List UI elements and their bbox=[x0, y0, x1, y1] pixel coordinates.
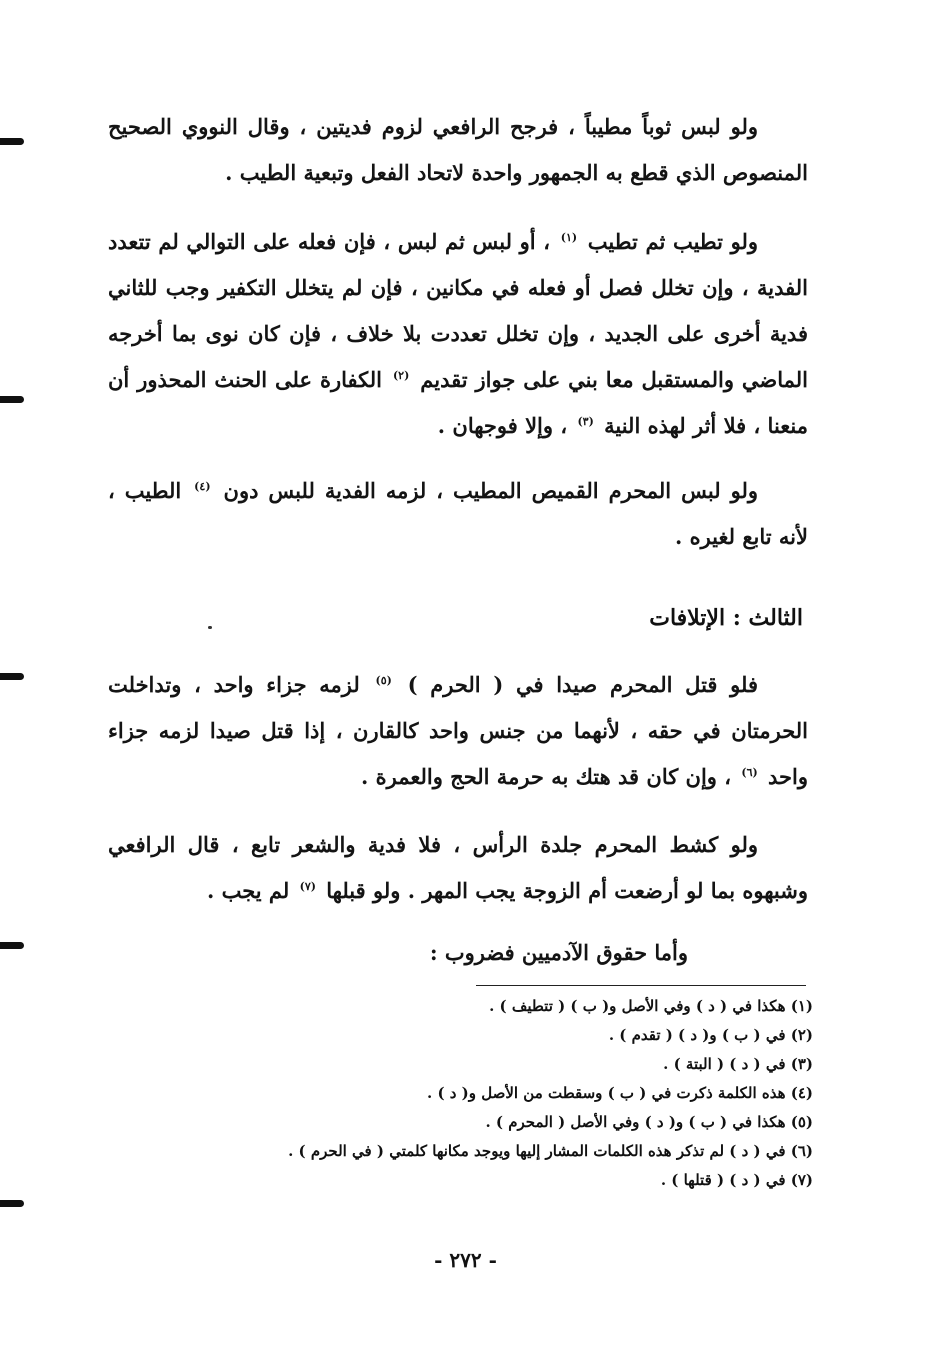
paragraph-2-text-b: ، أو لبس ثم لبس ، فإن فعله على التوالي لم تتعدد الفدية ، وإن تخلل فصل أو فعله في مكانين ، فإن لم يتخلل التكفير وجب للثاني فدية أخرى على الجديد ، وإن تخلل تعددت بلا خلاف ، فإن كان نوى بما أخرجه الماضي والمستقبل معا بني على جواز تقديم bbox=[108, 229, 809, 392]
paragraph-4 bbox=[108, 662, 808, 800]
paragraph-1 bbox=[108, 104, 808, 196]
footnote-item: (١) هكذا في ( د ) وفي الأصل و( ب ) ( تتطيف ) . bbox=[489, 997, 813, 1015]
paragraph-3-text-a: ولو لبس المحرم القميص المطيب ، لزمه الفدية للبس دون bbox=[223, 478, 758, 503]
scan-edge-mark bbox=[0, 942, 24, 949]
scan-edge-mark bbox=[0, 673, 24, 680]
footnote-ref-1: (١) bbox=[560, 231, 578, 244]
footnote-item: (٥) هكذا في ( ب ) و( د ) وفي الأصل ( المحرم ) . bbox=[485, 1113, 813, 1131]
paragraph-4-text-c: ، وإن كان قد هتك به حرمة الحج والعمرة . bbox=[360, 764, 732, 789]
paragraph-3 bbox=[108, 468, 808, 560]
paragraph-5-text-a: ولو كشط المحرم جلدة الرأس ، فلا فدية والشعر تابع ، قال الرافعي وشبهوه بما لو أرضعت أم الزوجة يجب المهر . ولو قبلها bbox=[108, 832, 808, 903]
footnote-ref-5: (٥) bbox=[375, 674, 392, 687]
paragraph-2-text-c: الكفارة على الحنث المحذور أن منعنا ، فلا أثر لهذه النية bbox=[108, 367, 808, 438]
paragraph-6-text: وأما حقوق الآدميين فضروب : bbox=[429, 940, 688, 965]
scan-edge-mark bbox=[0, 396, 24, 403]
footnote-item: (٣) في ( د ) ( البتة ) . bbox=[663, 1055, 813, 1073]
footnote-divider bbox=[476, 985, 806, 986]
footnote-ref-4: (٤) bbox=[194, 480, 211, 493]
section-heading: الثالث : الإتلافات bbox=[649, 605, 803, 631]
footnote-ref-7: (٧) bbox=[299, 880, 316, 893]
paragraph-5 bbox=[108, 822, 808, 914]
footnote-ref-2: (٢) bbox=[392, 369, 410, 382]
footnotes-list bbox=[213, 992, 813, 1195]
footnote-item: (٧) في ( د ) ( قتلها ) . bbox=[660, 1171, 813, 1189]
scan-edge-mark bbox=[0, 1200, 24, 1207]
scan-speck bbox=[208, 626, 212, 629]
paragraph-4-text-a: فلو قتل المحرم صيدا في ( الحرم ) bbox=[407, 672, 759, 697]
footnote-item: (٦) في ( د ) لم تذكر هذه الكلمات المشار إليها ويوجد مكانها كلمتي ( في الحرم ) . bbox=[288, 1142, 813, 1160]
paragraph-5-text-b: لم يجب . bbox=[206, 878, 290, 903]
footnote-item: (٢) في ( ب ) و( د ) ( تقدم ) . bbox=[608, 1026, 813, 1044]
footnote-ref-3: (٣) bbox=[577, 415, 594, 428]
paragraph-2-text-a: ولو تطيب ثم تطيب bbox=[587, 229, 759, 254]
paragraph-1-text: ولو لبس ثوباً مطيباً ، فرجح الرافعي لزوم فديتين ، وقال النووي الصحيح المنصوص الذي قطع به الجمهور واحدة لاتحاد الفعل وتبعية الطيب . bbox=[108, 114, 808, 185]
scan-edge-mark bbox=[0, 138, 24, 145]
paragraph-2 bbox=[108, 219, 808, 449]
page-number: - ٢٧٢ - bbox=[434, 1248, 497, 1272]
footnote-item: (٤) هذه الكلمة ذكرت في ( ب ) وسقطت من الأصل و( د ) . bbox=[427, 1084, 813, 1102]
paragraph-3-text-b: الطيب ، لأنه تابع لغيره . bbox=[108, 478, 808, 549]
paragraph-2-text-d: ، وإلا فوجهان . bbox=[437, 413, 568, 438]
paragraph-4-text-b: لزمه جزاء واحد ، وتداخلت الحرمتان في حقه ، لأنهما من جنس واحد كالقارن ، إذا قتل صيدا لزمه جزاء واحد bbox=[108, 672, 808, 789]
footnote-ref-6: (٦) bbox=[741, 766, 758, 779]
paragraph-6 bbox=[108, 930, 808, 976]
